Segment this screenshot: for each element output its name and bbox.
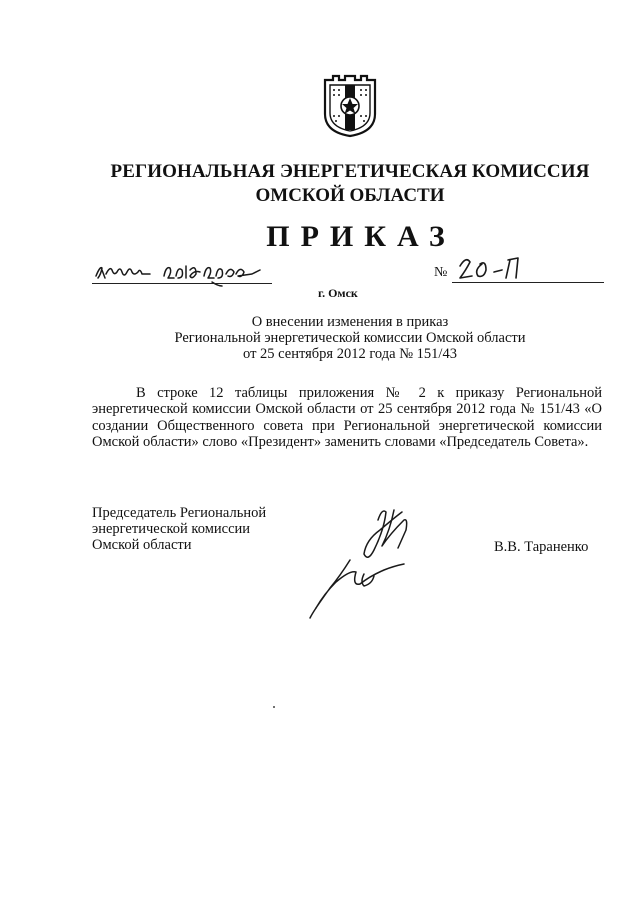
date-underline (92, 283, 272, 284)
subject-line-2: Региональной энергетической комиссии Омской области (174, 330, 526, 346)
signer-position-line-1: Председатель Региональной (92, 505, 267, 521)
handwritten-date (92, 252, 272, 292)
handwritten-signature (290, 490, 440, 630)
subject-line-3: от 25 сентября 2012 года № 151/43 (243, 346, 457, 362)
organization-name-line-1: РЕГИОНАЛЬНАЯ ЭНЕРГЕТИЧЕСКАЯ КОМИССИЯ (110, 161, 590, 182)
handwritten-number (452, 250, 532, 286)
subject-line-1: О внесении изменения в приказ (251, 314, 449, 330)
document-type-title: ПРИКАЗ (266, 220, 456, 253)
number-underline (452, 282, 604, 283)
city-label: г. Омск (318, 286, 358, 300)
scan-dot (273, 706, 275, 708)
order-body-text: В строке 12 таблицы приложения № 2 к приказу Региональной энергетической комиссии Омской области от 25 сентября 2012 года № 151/43 «О создании Общественного совета при Региональной энергетической комиссии Омской области» слово «Президент» заменить словами «Председатель Совета». (92, 385, 602, 450)
coat-of-arms-icon (323, 74, 377, 138)
organization-name-line-2: ОМСКОЙ ОБЛАСТИ (255, 185, 445, 206)
signer-position-line-3: Омской области (92, 537, 192, 553)
number-sign: № (434, 265, 448, 280)
signer-name: В.В. Тараненко (494, 539, 589, 555)
signer-position-line-2: энергетической комиссии (92, 521, 251, 537)
